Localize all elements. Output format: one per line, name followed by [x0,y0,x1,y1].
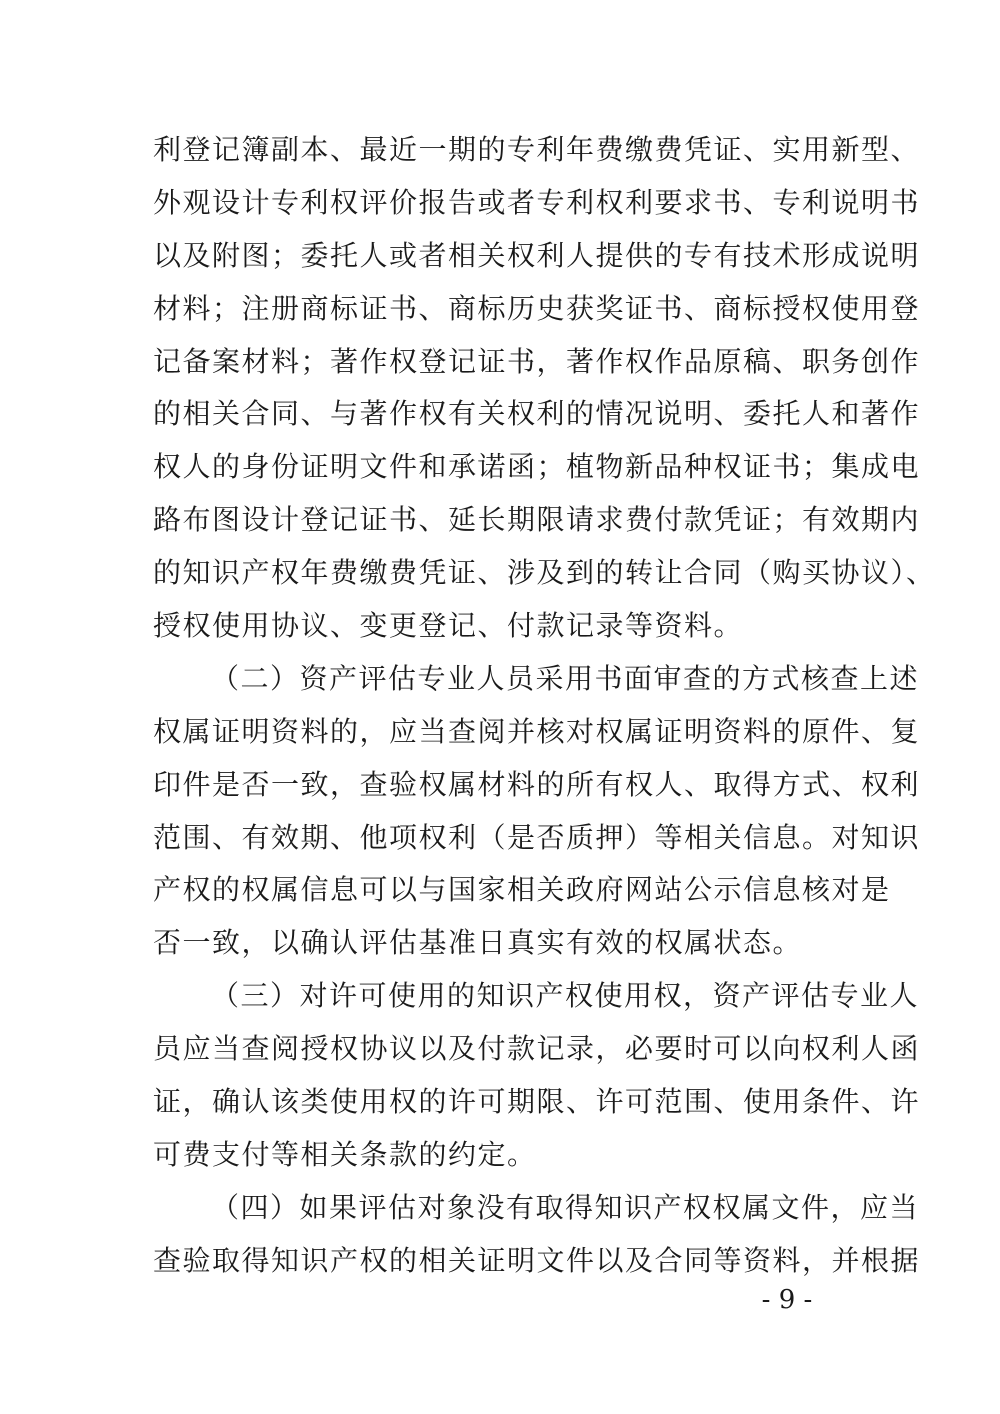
text-line: 记备案材料；著作权登记证书，著作权作品原稿、职务创作 [153,344,921,378]
text-line: 查验取得知识产权的相关证明文件以及合同等资料，并根据 [153,1243,921,1277]
text-line: 员应当查阅授权协议以及付款记录，必要时可以向权利人函 [153,1032,921,1066]
page-number: - 9 - [761,1285,813,1315]
text-line: 权属证明资料的，应当查阅并核对权属证明资料的原件、复 [153,714,921,748]
text-line: 材料；注册商标证书、商标历史获奖证书、商标授权使用登 [153,291,921,325]
body-text [153,124,936,1288]
text-line: 的相关合同、与著作权有关权利的情况说明、委托人和著作 [153,397,921,431]
text-line: 路布图设计登记证书、延长期限请求费付款凭证；有效期内 [153,503,921,537]
text-line: 利登记簿副本、最近一期的专利年费缴费凭证、实用新型、 [153,133,921,166]
text-line: 证，确认该类使用权的许可期限、许可范围、使用条件、许 [153,1085,921,1119]
paragraph-first-line: （二）资产评估专业人员采用书面审查的方式核查上述 [211,661,920,695]
text-line: 外观设计专利权评价报告或者专利权利要求书、专利说明书 [153,185,921,219]
text-line: 可费支付等相关条款的约定。 [153,1137,537,1171]
text-line: 产权的权属信息可以与国家相关政府网站公示信息核对是 [153,873,891,907]
text-line: 权人的身份证明文件和承诺函；植物新品种权证书；集成电 [153,450,921,484]
text-line: 印件是否一致，查验权属材料的所有权人、取得方式、权利 [153,767,921,801]
paragraph-first-line: （三）对许可使用的知识产权使用权，资产评估专业人 [211,979,920,1013]
text-line: 范围、有效期、他项权利（是否质押）等相关信息。对知识 [153,820,921,854]
text-line: 的知识产权年费缴费凭证、涉及到的转让合同（购买协议）、 [153,556,936,590]
text-line: 以及附图；委托人或者相关权利人提供的专有技术形成说明 [153,238,921,272]
text-line: 授权使用协议、变更登记、付款记录等资料。 [153,609,744,643]
text-line: 否一致，以确认评估基准日真实有效的权属状态。 [153,926,803,960]
paragraph-first-line: （四）如果评估对象没有取得知识产权权属文件，应当 [211,1190,920,1224]
